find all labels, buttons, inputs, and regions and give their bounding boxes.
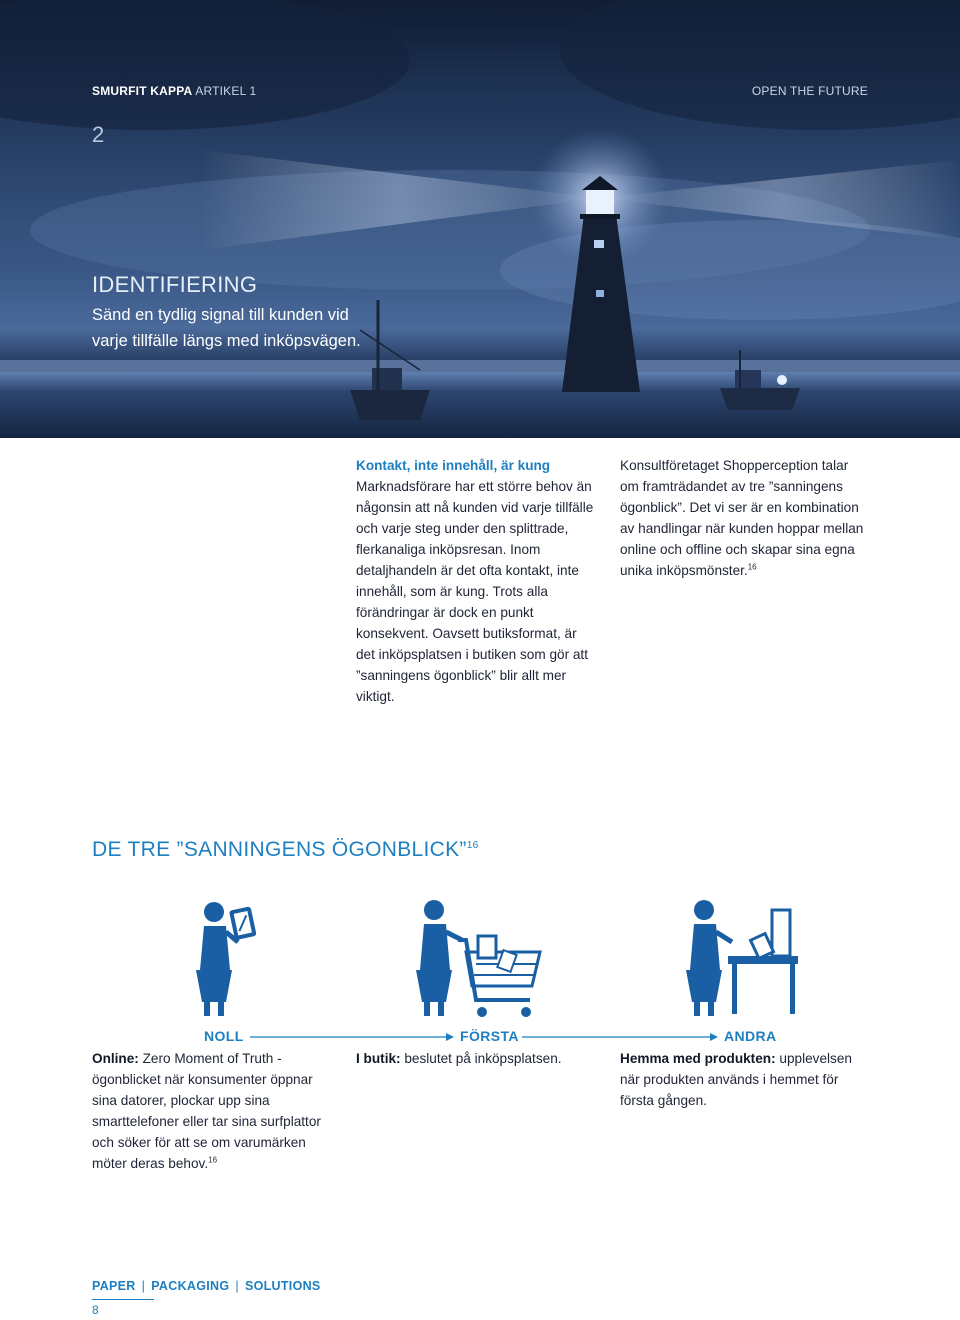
moment-description-andra — [620, 1048, 875, 1111]
moment-description-forsta — [356, 1048, 596, 1069]
header-brand — [92, 84, 256, 98]
body-column-2 — [620, 455, 870, 581]
footer-nav-solutions: SOLUTIONS — [244, 1279, 321, 1293]
footer-nav-packaging: PACKAGING — [151, 1279, 230, 1293]
moment-text: upplevelsen när produkten används i hemmet för första gången. — [620, 1051, 852, 1108]
header-tagline: OPEN THE FUTURE — [751, 84, 868, 98]
body-column-1 — [356, 455, 596, 707]
moment-label-noll: NOLL — [204, 1028, 244, 1044]
moment-label-forsta: FÖRSTA — [460, 1028, 519, 1044]
hero-banner — [0, 0, 960, 438]
moments-title-text: DE TRE ”SANNINGENS ÖGONBLICK” — [92, 838, 467, 861]
moment-label-andra: ANDRA — [724, 1028, 777, 1044]
moment-description-noll — [92, 1048, 324, 1174]
article-label: ARTIKEL 1 — [195, 84, 257, 98]
hero-subtitle: Sänd en tydlig signal till kunden vid varje tillfälle längs med inköpsvägen. — [92, 306, 361, 350]
lighthouse-illustration — [0, 0, 960, 438]
hero-title: IDENTIFIERING — [92, 272, 258, 297]
person-table-icon — [686, 900, 798, 1016]
person-cart-icon — [416, 900, 540, 1017]
page-number: 8 — [92, 1303, 99, 1317]
arrow-right-icon — [446, 1033, 454, 1041]
moment-lead: Online: — [92, 1051, 139, 1066]
moment-text: beslutet på inköpsplatsen. — [400, 1051, 562, 1066]
footnote-ref: 16 — [208, 1155, 218, 1165]
footnote-ref: 16 — [747, 562, 757, 572]
column-text: Marknadsförare har ett större behov än någonsin att nå kunden vid varje tillfälle och varje steg under den splittrade, flerkanaliga inköpsresan. Inom detaljhandeln är det ofta kontakt, inte innehåll, som är kung. Trots alla förändringar är dock en punkt konsekvent. Oavsett butiksformat, är det inköpsplatsen i butiken som gör att ”sanningens ögonblick” blir allt mer viktigt. — [356, 479, 594, 704]
footer-nav: PAPER | PACKAGING | SOLUTIONS — [92, 1279, 321, 1293]
brand-name: SMURFIT KAPPA — [92, 84, 193, 98]
footer-nav-paper: PAPER — [92, 1279, 136, 1293]
column-text: Konsultföretaget Shopperception talar om framträdandet av tre ”sanningens ögonblick”. Det vi ser är en kombination av handlingar när kunden hoppar mellan online och offline och skapar sina egna unika inköpsmönster. — [620, 458, 864, 578]
footnote-ref: 16 — [466, 840, 479, 851]
moment-text: Zero Moment of Truth - ögonblicket när konsumenter öppnar sina datorer, plockar upp sina smarttelefoner eller tar sina surfplattor och söker för att se om varumärken möter deras behov. — [92, 1051, 321, 1171]
person-tablet-icon — [196, 902, 257, 1016]
section-number: 2 — [92, 122, 105, 147]
arrow-right-icon — [710, 1033, 718, 1041]
footer-divider — [92, 1299, 154, 1300]
column-heading: Kontakt, inte innehåll, är kung — [356, 458, 551, 473]
moment-lead: I butik: — [356, 1051, 401, 1066]
moments-title — [92, 838, 478, 862]
moment-lead: Hemma med produkten: — [620, 1051, 776, 1066]
moments-figures — [0, 890, 960, 1030]
